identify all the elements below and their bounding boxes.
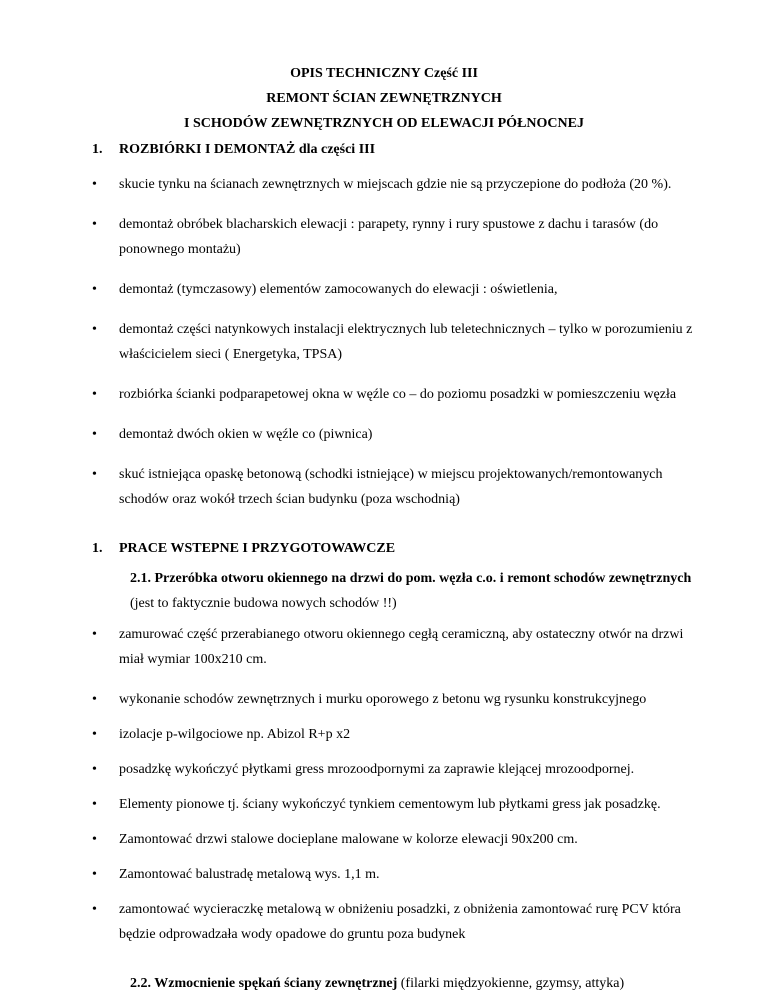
section-2-item-2: wykonanie schodów zewnętrznych i murku oporowego z betonu wg rysunku konstrukcyjnego bbox=[119, 692, 647, 707]
bullet-icon: • bbox=[92, 727, 97, 742]
section-2-item-6: Zamontować drzwi stalowe docieplane malowane w kolorze elewacji 90x200 cm. bbox=[119, 832, 578, 847]
section-1-item-7: skuć istniejąca opaskę betonową (schodki istniejące) w miejscu projektowanych/remontowanych schodów oraz wokół trzech ścian budynku (poza wschodnią) bbox=[119, 467, 663, 507]
document-title-line-3: I SCHODÓW ZEWNĘTRZNYCH OD ELEWACJI PÓŁNOCNEJ bbox=[184, 116, 584, 131]
bullet-icon: • bbox=[92, 217, 97, 232]
subsection-2-1-heading bbox=[130, 566, 693, 616]
document-title-line-2: REMONT ŚCIAN ZEWNĘTRZNYCH bbox=[266, 91, 502, 106]
bullet-icon: • bbox=[92, 797, 97, 812]
section-1-number: 1. bbox=[92, 142, 103, 157]
section-2-item-7: Zamontować balustradę metalową wys. 1,1 m. bbox=[119, 867, 380, 882]
section-2-item-4: posadzkę wykończyć płytkami gress mrozoodpornymi za zaprawie klejącej mrozoodpornej. bbox=[119, 762, 635, 777]
bullet-icon: • bbox=[92, 902, 97, 917]
bullet-icon: • bbox=[92, 832, 97, 847]
section-1-item-5: rozbiórka ścianki podparapetowej okna w węźle co – do poziomu posadzki w pomieszczeniu węzła bbox=[119, 387, 677, 402]
bullet-icon: • bbox=[92, 282, 97, 297]
section-1-item-1: skucie tynku na ścianach zewnętrznych w miejscach gdzie nie są przyczepione do podłoża (20 %). bbox=[119, 177, 672, 192]
section-2-item-8: zamontować wycieraczkę metalową w obniżeniu posadzki, z obniżenia zamontować rurę PCV która będzie odprowadzała wody opadowe do gruntu poza budynek bbox=[119, 902, 681, 942]
section-2-number: 1. bbox=[92, 541, 103, 556]
section-2-item-3: izolacje p-wilgociowe np. Abizol R+p x2 bbox=[119, 727, 351, 742]
bullet-icon: • bbox=[92, 177, 97, 192]
subsection-2-1-note: (jest to faktycznie budowa nowych schodów !!) bbox=[130, 596, 397, 611]
section-2-item-1: zamurować część przerabianego otworu okiennego cegłą ceramiczną, aby ostateczny otwór na drzwi miał wymiar 100x210 cm. bbox=[119, 627, 684, 667]
bullet-icon: • bbox=[92, 692, 97, 707]
section-2-item-5: Elementy pionowe tj. ściany wykończyć tynkiem cementowym lub płytkami gress jak posadzkę. bbox=[119, 797, 661, 812]
bullet-icon: • bbox=[92, 322, 97, 337]
subsection-2-2-heading bbox=[130, 971, 693, 996]
bullet-icon: • bbox=[92, 627, 97, 642]
subsection-2-2-title: 2.2. Wzmocnienie spękań ściany zewnętrznej bbox=[130, 976, 398, 991]
bullet-icon: • bbox=[92, 762, 97, 777]
bullet-icon: • bbox=[92, 427, 97, 442]
section-1-item-6: demontaż dwóch okien w węźle co (piwnica) bbox=[119, 427, 373, 442]
bullet-icon: • bbox=[92, 467, 97, 482]
section-1-item-4: demontaż części natynkowych instalacji elektrycznych lub teletechnicznych – tylko w porozumieniu z właścicielem sieci ( Energetyka, TPSA) bbox=[119, 322, 693, 362]
section-1-heading: ROZBIÓRKI I DEMONTAŻ dla części III bbox=[119, 142, 376, 157]
bullet-icon: • bbox=[92, 387, 97, 402]
section-2-heading: PRACE WSTEPNE I PRZYGOTOWAWCZE bbox=[119, 541, 396, 556]
bullet-icon: • bbox=[92, 867, 97, 882]
section-1-item-2: demontaż obróbek blacharskich elewacji : parapety, rynny i rury spustowe z dachu i tarasów (do ponownego montażu) bbox=[119, 217, 659, 257]
document-title-line-1: OPIS TECHNICZNY Część III bbox=[290, 66, 478, 81]
subsection-2-1-title: 2.1. Przeróbka otworu okiennego na drzwi do pom. węzła c.o. i remont schodów zewnętrznych bbox=[130, 571, 692, 586]
subsection-2-2-note: (filarki międzyokienne, gzymsy, attyka) bbox=[397, 976, 625, 991]
section-1-item-3: demontaż (tymczasowy) elementów zamocowanych do elewacji : oświetlenia, bbox=[119, 282, 558, 297]
